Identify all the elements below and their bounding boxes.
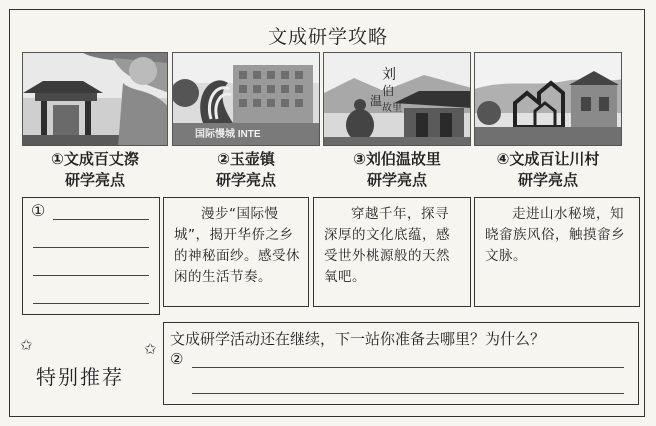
photo-liubowen-hometown <box>323 52 471 146</box>
caption-yuhu-town <box>171 149 321 191</box>
photo-baizhangji <box>22 52 168 146</box>
caption-line2: 研学亮点 <box>215 171 276 189</box>
description-text: 走进山水秘境，知晓畲族风俗，触摸畲乡文脉。 <box>485 206 625 264</box>
description-text: 穿越千年，探寻深厚的文化底蕴，感受世外桃源般的天然氧吧。 <box>324 206 450 285</box>
page-title: 文成研学攻略 <box>267 26 388 48</box>
answer-line[interactable] <box>192 367 624 368</box>
recommend-box <box>163 322 639 405</box>
photo-vertical-title: 刘 <box>382 67 396 83</box>
answer-box-1 <box>22 197 160 315</box>
caption-line1: ①文成百丈漈 <box>51 150 139 168</box>
description-box-2 <box>163 197 309 307</box>
caption-line2: 研学亮点 <box>366 171 427 189</box>
photo-vertical-char: 温 <box>370 94 383 108</box>
answer-line[interactable] <box>53 219 149 220</box>
caption-line1: ③刘伯温故里 <box>353 150 441 168</box>
description-text: 漫步“国际慢城”，揭开华侨之乡的神秘面纱。感受休闲的生活节奏。 <box>174 206 300 285</box>
description-box-3 <box>313 197 471 307</box>
star-outline-icon: ✩ <box>144 340 157 358</box>
answer-line[interactable] <box>33 303 149 304</box>
photo-sign-text: 国际慢城 INTE <box>195 129 261 140</box>
caption-bairangchuan-village <box>473 149 623 191</box>
description-box-4 <box>474 197 640 307</box>
caption-liubowen-hometown <box>322 149 472 191</box>
caption-baizhangji <box>20 149 170 191</box>
answer-line[interactable] <box>192 393 624 394</box>
answer-line[interactable] <box>33 247 149 248</box>
photo-vertical-char: 故里 <box>382 103 402 114</box>
special-recommend-label: 特别推荐 <box>36 365 124 389</box>
caption-line1: ④文成百让川村 <box>496 150 600 168</box>
caption-line2: 研学亮点 <box>64 171 125 189</box>
caption-line1: ②玉壶镇 <box>217 150 275 168</box>
answer-line[interactable] <box>33 275 149 276</box>
answer-number-2: ② <box>170 350 184 368</box>
recommend-question: 文成研学活动还在继续，下一站你准备去哪里？为什么？ <box>170 330 546 348</box>
photo-yuhu-town <box>172 52 320 146</box>
photo-bairangchuan-village <box>474 52 622 146</box>
star-outline-icon: ✩ <box>20 336 33 354</box>
caption-line2: 研学亮点 <box>517 171 578 189</box>
photo-vertical-char: 伯 <box>382 84 395 98</box>
answer-number-1: ① <box>31 201 46 220</box>
